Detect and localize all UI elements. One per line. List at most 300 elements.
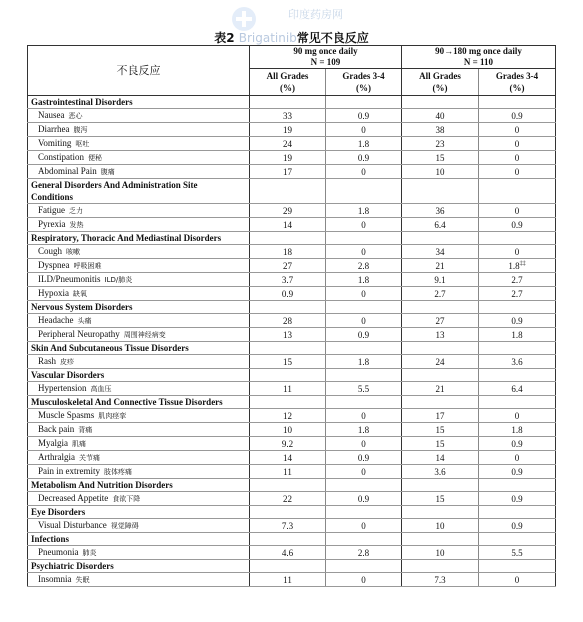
value-cell [479,519,556,533]
cell-value: 0 [514,166,520,177]
table-body [28,96,556,587]
value-cell [250,151,326,165]
value-cell [479,165,556,179]
cell-value: 0 [514,124,520,135]
value-cell [250,492,326,506]
title-prefix: 表2 [214,31,239,45]
cell-value: 36 [435,205,445,216]
value-cell [326,109,402,123]
empty-cell [402,342,479,355]
category-name [28,369,250,382]
category-row [28,179,556,204]
table-row [28,328,556,342]
cell-value: 40 [435,110,445,121]
value-cell [479,287,556,301]
category-label: General Disorders And Administration Site [31,180,198,190]
title-drug: Brigatinib [238,31,297,45]
cell-value: 10 [435,520,445,531]
value-cell [326,382,402,396]
adverse-event-name [28,204,250,218]
empty-cell [326,301,402,314]
adverse-event-name [28,451,250,465]
cell-value: 15 [435,424,445,435]
event-name-zh: 食欲下降 [112,495,141,503]
cell-value: 10 [435,166,445,177]
category-row [28,533,556,546]
cell-value: 3.7 [281,274,294,285]
adverse-event-name [28,423,250,437]
cell-value: 0 [361,246,366,257]
table-row [28,204,556,218]
event-name-zh: 周围神经病变 [123,331,166,339]
adverse-event-name [28,109,250,123]
empty-cell [479,179,556,204]
value-cell [479,273,556,287]
empty-cell [250,342,326,355]
category-row [28,96,556,109]
category-name [28,96,250,109]
category-label: Vascular Disorders [31,370,105,380]
cell-value: 21 [435,383,445,394]
event-name-zh: 腹泻 [73,126,88,134]
table-row [28,273,556,287]
value-cell [250,451,326,465]
value-cell [326,137,402,151]
col-header: Grades 3-4 (%) [326,69,402,96]
table-row [28,519,556,533]
cell-value: 0 [361,124,366,135]
event-name-en: Cough [38,246,63,256]
adverse-event-name [28,218,250,232]
adverse-event-name [28,328,250,342]
value-cell [326,204,402,218]
value-cell [250,465,326,479]
value-cell [326,519,402,533]
col-header: Grades 3-4 (%) [479,69,556,96]
event-name-en: Back pain [38,424,75,434]
value-cell [326,465,402,479]
category-label: Eye Disorders [31,507,86,517]
adverse-event-name [28,573,250,587]
cell-value: 0.9 [357,329,370,340]
table-row [28,423,556,437]
category-name [28,342,250,355]
event-name-en: Arthralgia [38,452,75,462]
value-cell [250,245,326,259]
empty-cell [479,396,556,409]
table-row [28,259,556,273]
cell-value: 1.8 [357,205,370,216]
adverse-event-name [28,245,250,259]
adverse-event-name [28,259,250,273]
empty-cell [250,533,326,546]
cell-value: 0 [514,410,520,421]
table-row [28,123,556,137]
adverse-event-name [28,437,250,451]
event-name-en: Pneumonia [38,547,79,557]
value-cell [479,328,556,342]
table-row [28,137,556,151]
adverse-event-name [28,137,250,151]
cell-value: 29 [283,205,292,216]
cell-value: 0 [361,466,366,477]
value-cell [479,465,556,479]
event-name-en: Muscle Spasms [38,410,95,420]
group-header-90mg [250,46,402,69]
empty-cell [250,560,326,573]
cell-value: 17 [283,166,292,177]
empty-cell [326,342,402,355]
cell-value: 23 [435,138,445,149]
cell-value: 27 [283,260,292,271]
category-label: Psychiatric Disorders [31,561,114,571]
value-cell [326,218,402,232]
value-cell [326,423,402,437]
value-cell [326,314,402,328]
event-name-en: Hypoxia [38,288,69,298]
event-name-zh: 缺氧 [73,290,87,298]
value-cell [479,137,556,151]
value-cell [250,409,326,423]
cell-value: 34 [435,246,445,257]
cell-value: 2.8 [357,260,370,271]
category-row [28,301,556,314]
value-cell [402,314,479,328]
event-name-zh: 咳嗽 [66,248,81,256]
cell-value: 13 [283,329,292,340]
table-row [28,151,556,165]
cell-value: 5.5 [357,383,370,394]
value-cell [402,259,479,273]
table-row [28,492,556,506]
category-row [28,560,556,573]
category-label: Infections [31,534,69,544]
cell-value: 0 [514,205,520,216]
value-cell [479,259,556,273]
cell-value: 0 [361,315,366,326]
value-cell [402,151,479,165]
table-row [28,573,556,587]
empty-cell [479,533,556,546]
value-cell [402,204,479,218]
empty-cell [402,396,479,409]
empty-cell [250,96,326,109]
value-cell [479,355,556,369]
cell-value: 33 [283,110,292,121]
value-cell [402,218,479,232]
event-name-zh: 乏力 [69,207,83,215]
table-row [28,355,556,369]
value-cell [479,382,556,396]
table-row [28,314,556,328]
value-cell [479,573,556,587]
footnote-mark: ‡‡ [519,260,526,267]
event-name-en: Pain in extremity [38,466,100,476]
adverse-event-name [28,273,250,287]
cell-value: 9.1 [434,274,446,285]
event-name-en: Nausea [38,110,65,120]
value-cell [479,451,556,465]
value-cell [326,259,402,273]
category-name [28,232,250,245]
category-name [28,560,250,573]
value-cell [479,218,556,232]
value-cell [402,137,479,151]
event-name-en: Myalgia [38,438,68,448]
category-row [28,479,556,492]
table-row [28,382,556,396]
category-row [28,232,556,245]
cell-value: 0 [361,520,366,531]
adverse-reactions-table [27,45,556,587]
empty-cell [250,179,326,204]
cell-value: 27 [435,315,445,326]
cell-value: 0.9 [357,110,370,121]
value-cell [326,151,402,165]
cell-value: 0.9 [511,219,523,230]
cell-value: 0 [514,574,520,585]
event-name-zh: 恶心 [68,112,83,120]
value-cell [250,328,326,342]
cell-value: 0 [514,452,520,463]
table-row [28,109,556,123]
category-name [28,396,250,409]
category-name [28,533,250,546]
empty-cell [479,506,556,519]
empty-cell [402,560,479,573]
empty-cell [479,301,556,314]
cell-value: 22 [283,493,292,504]
group-1-n: N = 109 [310,57,341,67]
value-cell [326,451,402,465]
cell-value: 0 [361,166,366,177]
empty-cell [326,396,402,409]
adverse-event-name [28,355,250,369]
empty-cell [326,179,402,204]
cell-value: 2.7 [434,288,446,299]
value-cell [479,245,556,259]
cell-value: 2.7 [511,274,523,285]
event-name-zh: 高血压 [90,385,112,393]
event-name-en: Insomnia [38,574,72,584]
value-cell [250,218,326,232]
cell-value: 24 [435,356,445,367]
value-cell [250,123,326,137]
value-cell [479,314,556,328]
category-label: Gastrointestinal Disorders [31,97,133,107]
empty-cell [250,301,326,314]
category-label: Musculoskeletal And Connective Tissue Disorders [31,397,223,407]
adverse-event-name [28,409,250,423]
cell-value: 15 [435,493,445,504]
value-cell [479,204,556,218]
event-name-en: Decreased Appetite [38,493,109,503]
empty-cell [479,96,556,109]
empty-cell [402,533,479,546]
cell-value: 7.3 [281,520,294,531]
event-name-en: Fatigue [38,205,65,215]
adverse-event-name [28,123,250,137]
event-name-en: Diarrhea [38,124,70,134]
value-cell [326,492,402,506]
empty-cell [250,232,326,245]
cell-value: 1.8 [357,424,370,435]
cell-value: 1.8 [508,260,520,271]
cell-value: 15 [283,356,292,367]
value-cell [326,287,402,301]
event-name-zh: 头痛 [77,317,92,325]
cell-value: 0.9 [511,438,523,449]
empty-cell [250,479,326,492]
empty-cell [326,232,402,245]
cell-value: 0 [514,152,520,163]
category-row [28,369,556,382]
table-row [28,465,556,479]
value-cell [326,165,402,179]
adverse-event-name [28,492,250,506]
cell-value: 0.9 [511,110,523,121]
cell-value: 3.6 [434,466,446,477]
col-header: All Grades (%) [250,69,326,96]
value-cell [402,451,479,465]
category-label: Conditions [31,192,74,202]
event-name-zh: 发热 [69,221,84,229]
event-name-en: ILD/Pneumonitis [38,274,101,284]
cell-value: 1.8 [357,274,370,285]
cell-value: 19 [283,152,292,163]
cell-value: 14 [435,452,445,463]
cell-value: 0.9 [281,288,294,299]
event-name-zh: 皮疹 [60,358,74,366]
cell-value: 0.9 [357,452,370,463]
cell-value: 14 [283,219,292,230]
cell-value: 11 [283,574,292,585]
category-label: Nervous System Disorders [31,302,133,312]
event-name-zh: 呼吸困难 [73,262,102,270]
empty-cell [402,232,479,245]
adverse-event-name [28,151,250,165]
value-cell [402,437,479,451]
empty-cell [479,560,556,573]
group-header-90-180mg [402,46,556,69]
title-suffix: 常见不良反应 [296,31,369,45]
table-row [28,245,556,259]
empty-cell [326,560,402,573]
value-cell [326,245,402,259]
value-cell [250,273,326,287]
value-cell [402,409,479,423]
empty-cell [402,506,479,519]
table-row [28,451,556,465]
value-cell [250,109,326,123]
cell-value: 18 [283,246,292,257]
table-row [28,409,556,423]
value-cell [402,546,479,560]
pharmacy-cross-icon [232,7,256,31]
category-label: Skin And Subcutaneous Tissue Disorders [31,343,189,353]
col-header: All Grades (%) [402,69,479,96]
value-cell [326,546,402,560]
value-cell [402,123,479,137]
cell-value: 0 [361,438,366,449]
value-cell [250,573,326,587]
value-cell [326,328,402,342]
category-row [28,396,556,409]
category-name [28,179,250,204]
event-name-en: Constipation [38,152,85,162]
cell-value: 15 [435,438,445,449]
cell-value: 0.9 [357,152,370,163]
value-cell [402,355,479,369]
cell-value: 13 [435,329,445,340]
value-cell [250,437,326,451]
value-cell [250,382,326,396]
event-name-en: Pyrexia [38,219,66,229]
value-cell [479,109,556,123]
value-cell [402,573,479,587]
event-name-zh: 便秘 [88,154,103,162]
value-cell [402,519,479,533]
cell-value: 11 [283,383,292,394]
event-name-zh: 视觉障碍 [110,522,139,530]
cell-value: 38 [435,124,445,135]
group-1-dose: 90 mg once daily [293,46,358,56]
value-cell [479,437,556,451]
value-cell [402,109,479,123]
event-name-zh: 肢体疼痛 [104,468,132,476]
cell-value: 12 [283,410,292,421]
event-name-zh: 腹痛 [100,168,115,176]
cell-value: 10 [283,424,292,435]
value-cell [326,123,402,137]
value-cell [326,573,402,587]
cell-value: 3.6 [511,356,523,367]
event-name-zh: 肺炎 [82,549,97,557]
empty-cell [479,342,556,355]
cell-value: 0 [514,246,520,257]
event-name-en: Abdominal Pain [38,166,97,176]
empty-cell [326,96,402,109]
cell-value: 5.5 [511,547,523,558]
value-cell [402,423,479,437]
value-cell [326,437,402,451]
value-cell [402,165,479,179]
cell-value: 15 [435,152,445,163]
value-cell [250,259,326,273]
cell-value: 1.8 [357,356,370,367]
event-name-zh: 呕吐 [75,140,90,148]
value-cell [326,355,402,369]
category-name [28,301,250,314]
event-name-en: Hypertension [38,383,87,393]
event-name-en: Peripheral Neuropathy [38,329,120,339]
empty-cell [402,301,479,314]
cell-value: 11 [283,466,292,477]
value-cell [250,204,326,218]
empty-cell [402,179,479,204]
empty-cell [402,96,479,109]
cell-value: 1.8 [511,329,523,340]
cell-value: 9.2 [281,438,294,449]
category-label: Respiratory, Thoracic And Mediastinal Disorders [31,233,222,243]
cell-value: 0.9 [511,466,523,477]
event-name-en: Headache [38,315,74,325]
cell-value: 2.8 [357,547,370,558]
event-name-zh: 肌痛 [72,440,86,448]
empty-cell [326,479,402,492]
table-row [28,287,556,301]
event-name-zh: 肌肉痉挛 [98,412,127,420]
